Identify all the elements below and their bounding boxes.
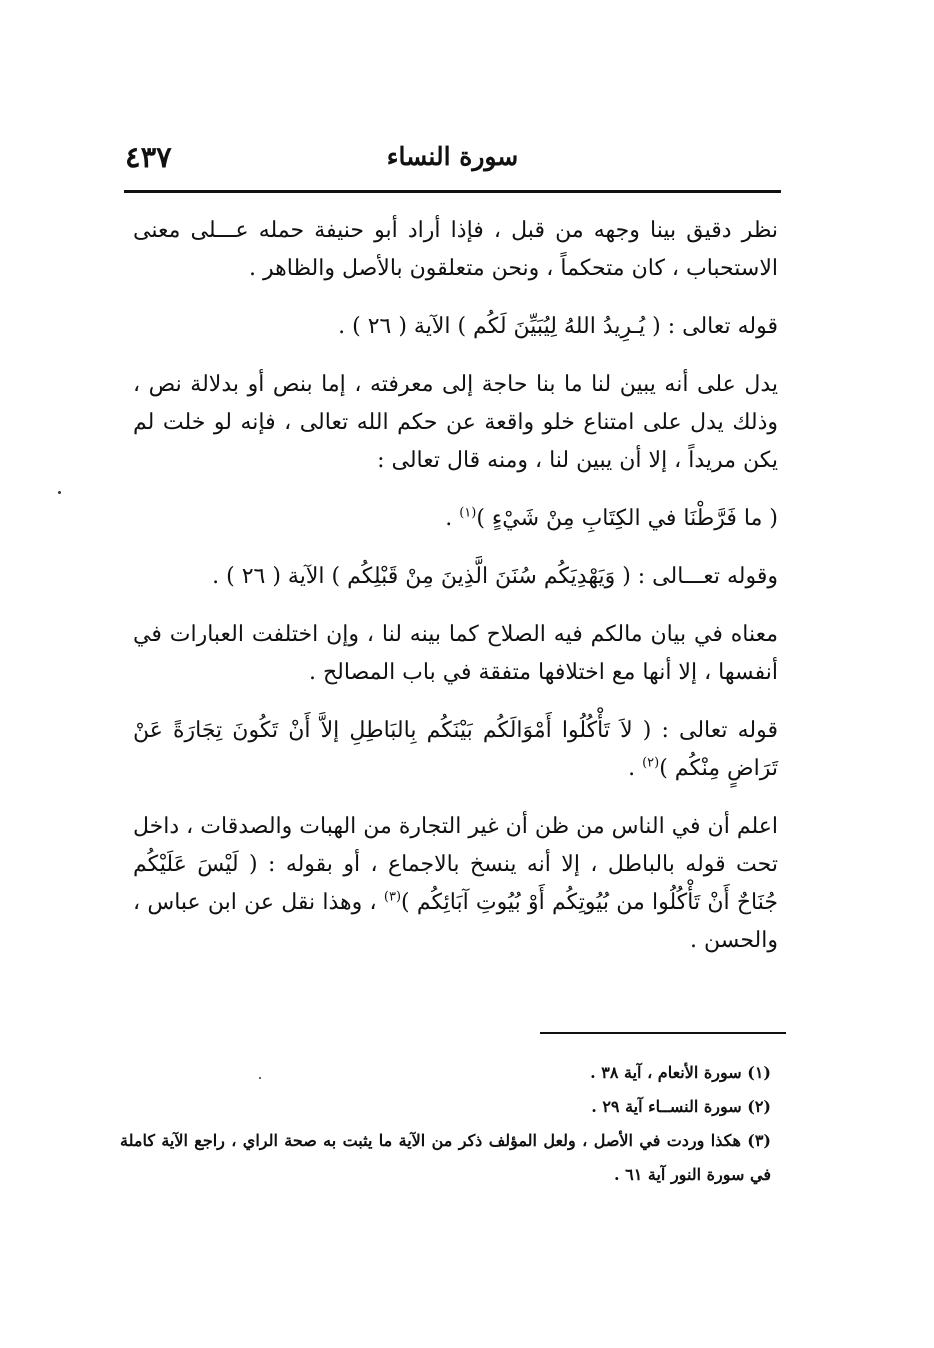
- footnote-ref: (٣): [383, 889, 402, 905]
- verse-heading: [133, 712, 778, 788]
- footnote: (١) سورة الأنعام ، آية ٣٨ .: [590, 1063, 771, 1082]
- verse-heading: قوله تعالى : ( يُـرِيدُ اللهُ لِيُبَيِّنَ لَكُم ) الآية ( ٢٦ ) .: [338, 314, 778, 339]
- scan-speck: [259, 1077, 261, 1079]
- verse-text: قوله تعالى : ( لاَ تَأْكُلُوا أَمْوَالَكُم بَيْنَكُم بِالبَاطِلِ إلاَّ أَنْ تَكُونَ تِجَارَةً عَنْ تَرَاضٍ مِنْكُم ): [133, 718, 778, 781]
- page-header: [125, 140, 780, 180]
- paragraph: [133, 808, 778, 960]
- paragraph: معناه في بيان مالكم فيه الصلاح كما بينه لنا ، وإن اختلفت العبارات في أنفسها ، إلا أنها مع اختلافها متفقة في باب المصالح .: [133, 622, 778, 685]
- paragraph-text: اعلم أن في الناس من ظن أن غير التجارة من الهبات والصدقات ، داخل تحت قوله بالباطل ، إلا أنه ينسخ بالاجماع ، أو بقوله : ( لَيْسَ عَلَيْكُم جُنَاحٌ أَنْ تَأْكُلُوا من بُيُوتِكُم أَوْ بُيُوتِ آبَائِكُم ): [133, 814, 778, 915]
- page-number: ٤٣٧: [125, 140, 172, 174]
- footnote: (٢) سورة النســاء آية ٢٩ .: [591, 1097, 771, 1116]
- page-title: سورة النساء: [386, 142, 519, 171]
- paragraph-text-end: ، وهذا نقل عن ابن عباس ، والحسن .: [133, 890, 778, 953]
- footnote: (٣) هكذا وردت في الأصل ، ولعل المؤلف ذكر من الآية ما يثبت به صحة الراي ، راجع الآية كاملة في سورة النور آية ٦١ .: [120, 1131, 771, 1184]
- header-divider: [124, 190, 781, 193]
- footnote-divider: [540, 1032, 786, 1034]
- footnote-ref: (١): [459, 505, 477, 521]
- scan-speck: [58, 491, 61, 494]
- verse-heading: وقوله تعـــالى : ( وَيَهْدِيَكُم سُنَنَ الَّذِينَ مِنْ قَبْلِكُم ) الآية ( ٢٦ ) .: [212, 564, 778, 589]
- quoted-verse: [133, 500, 778, 538]
- paragraph: يدل على أنه يبين لنا ما بنا حاجة إلى معرفته ، إما بنص أو بدلالة نص ، وذلك يدل على امتناع خلو واقعة عن حكم الله تعالى ، فإنه لو خلت لم يكن مريداً ، إلا أن يبين لنا ، ومنه قال تعالى :: [133, 372, 778, 473]
- footnotes: [120, 1056, 785, 1192]
- punctuation: .: [445, 506, 460, 531]
- paragraph: نظر دقيق بينا وجهه من قبل ، فإذا أراد أبو حنيفة حمله عـــلى معنى الاستحباب ، كان متحكماً ، ونحن متعلقون بالأصل والظاهر .: [133, 218, 778, 281]
- footnote-ref: (٢): [642, 755, 660, 771]
- verse-text: ( ما فَرَّطْنَا في الكِتَابِ مِنْ شَيْءٍ ): [476, 506, 778, 531]
- punctuation: .: [628, 756, 643, 781]
- main-text: [133, 212, 778, 980]
